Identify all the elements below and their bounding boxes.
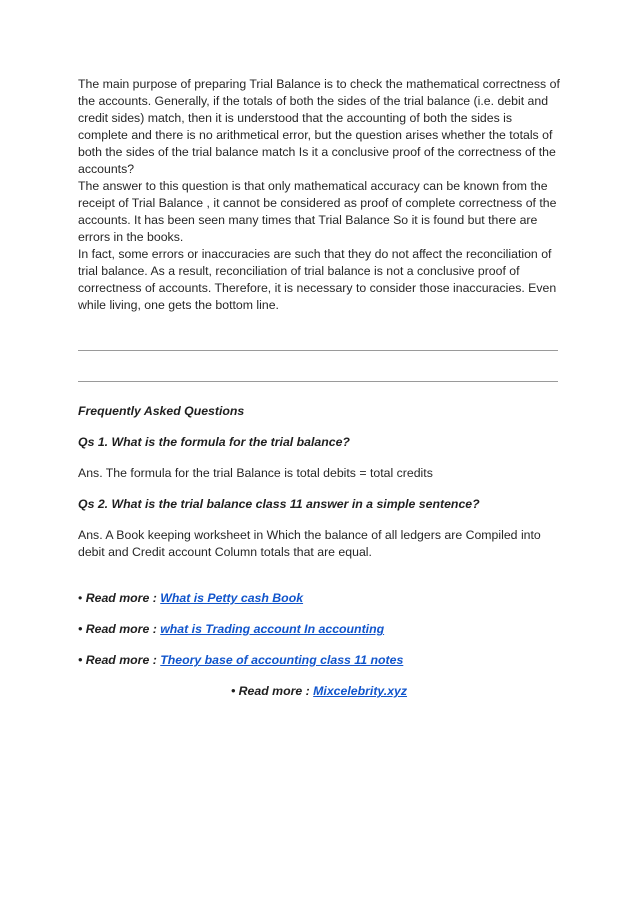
- read-more-prefix: Read more :: [85, 622, 157, 636]
- faq-answer-2: Ans. A Book keeping worksheet in Which the balance of all ledgers are Compiled into debit and Credit account Column totals that are equal.: [78, 528, 541, 559]
- faq-question-1: Qs 1. What is the formula for the trial balance?: [78, 435, 350, 449]
- bullet-icon: •: [78, 591, 83, 605]
- horizontal-divider: [78, 381, 558, 382]
- read-more-item: [78, 622, 384, 636]
- bullet-icon: •: [230, 684, 236, 698]
- link-theory-base-accounting[interactable]: Theory base of accounting class 11 notes: [160, 653, 404, 667]
- faq-question-2: Qs 2. What is the trial balance class 11 answer in a simple sentence?: [78, 497, 480, 511]
- bullet-icon: •: [78, 653, 83, 667]
- paragraph-purpose: The main purpose of preparing Trial Balance is to check the mathematical correctness of the accounts. Generally, if the totals of both the sides of the trial balance (i.e. debit and credit sides) match, then it is understood that the accounting of both the sides is complete and there is no arithmetical error, but the question arises whether the totals of both the sides of the trial balance match Is it a conclusive proof of the correctness of the accounts?: [78, 77, 560, 176]
- read-more-prefix: Read more :: [85, 591, 157, 605]
- link-mixcelebrity[interactable]: Mixcelebrity.xyz: [313, 684, 408, 698]
- link-petty-cash-book[interactable]: What is Petty cash Book: [160, 591, 304, 605]
- link-trading-account[interactable]: what is Trading account In accounting: [160, 622, 385, 636]
- horizontal-divider: [78, 350, 558, 351]
- faq-answer-1: Ans. The formula for the trial Balance is total debits = total credits: [78, 466, 433, 480]
- read-more-prefix: Read more :: [85, 653, 157, 667]
- read-more-item: [78, 591, 303, 605]
- faq-heading: Frequently Asked Questions: [78, 404, 245, 418]
- paragraph-answer: The answer to this question is that only mathematical accuracy can be known from the receipt of Trial Balance , it cannot be considered as proof of complete correctness of the accounts. It has been seen many times that Trial Balance So it is found but there are errors in the books.: [78, 179, 557, 244]
- paragraph-errors: In fact, some errors or inaccuracies are such that they do not affect the reconciliation of trial balance. As a result, reconciliation of trial balance is not a conclusive proof of correctness of accounts. Therefore, it is necessary to consider those inaccuracies. Even while living, one gets the bottom line.: [78, 247, 557, 312]
- read-more-prefix: Read more :: [238, 684, 310, 698]
- read-more-item: [78, 653, 403, 667]
- bullet-icon: •: [78, 622, 83, 636]
- article-body: [78, 76, 562, 314]
- read-more-item: [0, 684, 638, 698]
